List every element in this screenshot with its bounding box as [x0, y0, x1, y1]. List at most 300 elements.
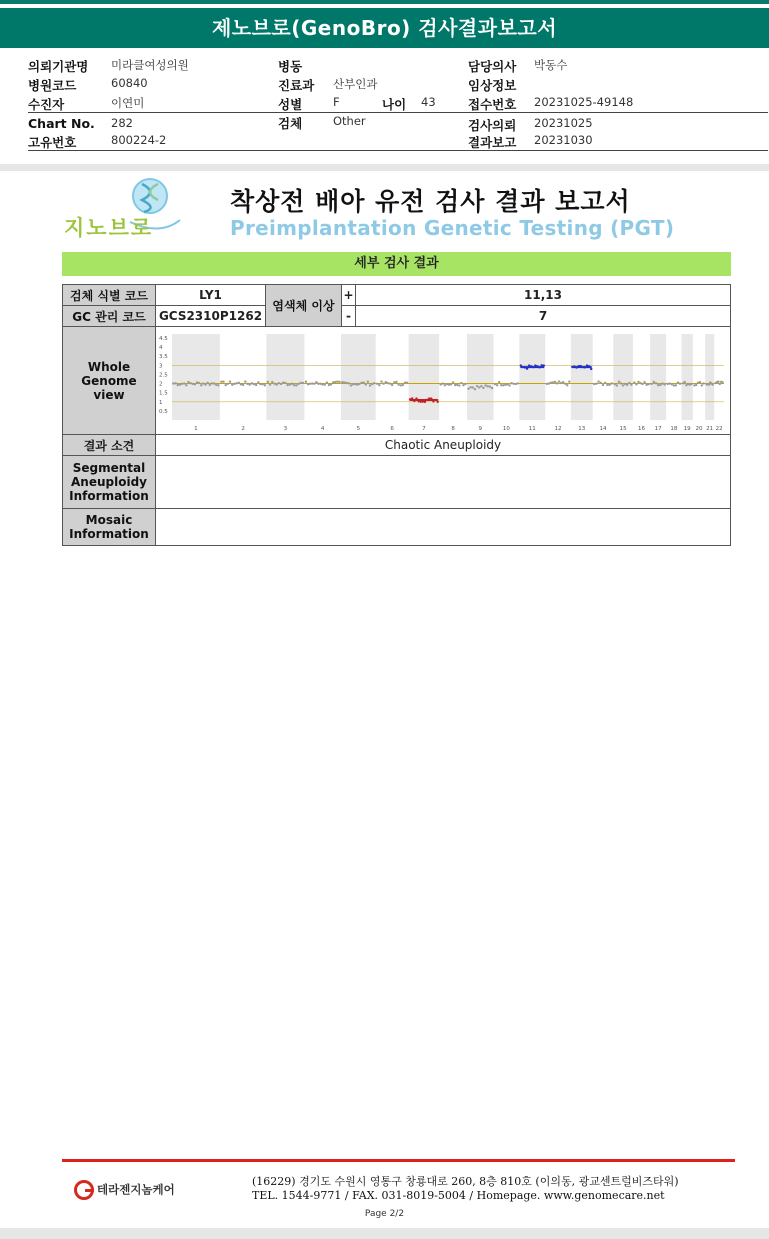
copy-number-point	[683, 380, 685, 382]
chromosome-tick-label: 4	[320, 425, 325, 432]
copy-number-point	[464, 382, 466, 384]
copy-number-point	[360, 381, 362, 383]
hospital-code-label: 병원코드	[28, 78, 77, 93]
copy-number-point	[402, 383, 404, 385]
footer-address-block	[252, 1175, 679, 1203]
logo-wordmark: 지노브로	[64, 216, 154, 240]
loss-value: 7	[356, 306, 731, 327]
segmental-label: Segmental Aneuploidy Information	[63, 456, 156, 509]
loss-sign: -	[342, 306, 356, 327]
patient-label: 수진자	[28, 97, 65, 112]
page-number: Page 2/2	[364, 1209, 405, 1219]
copy-number-point	[255, 383, 257, 385]
genome-chart	[156, 328, 730, 434]
footer-address: (16229) 경기도 수원시 영통구 창룡대로 260, 8층 810호 (이의동, 광교센트럴비즈타워)	[252, 1175, 679, 1188]
copy-number-point	[611, 382, 613, 384]
copy-number-point	[202, 382, 204, 384]
copy-number-point	[679, 382, 681, 384]
results-table	[62, 284, 731, 546]
document-title: 제노브로(GenoBro) 검사결과보고서	[0, 8, 769, 48]
chart-label: Chart No.	[28, 116, 95, 131]
copy-number-point	[560, 381, 562, 383]
copy-number-point	[657, 384, 659, 386]
copy-number-point	[194, 383, 196, 385]
copy-number-point	[213, 382, 215, 384]
copy-number-point	[564, 382, 566, 384]
copy-number-point	[229, 380, 231, 382]
copy-number-point	[373, 382, 375, 384]
copy-number-point	[635, 383, 637, 385]
specimen-label: 검체	[278, 116, 303, 131]
copy-number-point	[626, 383, 628, 385]
copy-number-point	[387, 382, 389, 384]
copy-number-point	[261, 382, 263, 384]
copy-number-point	[487, 385, 489, 387]
copy-number-point	[562, 381, 564, 383]
copy-number-point	[633, 381, 635, 383]
copy-number-point	[235, 382, 237, 384]
gc-code-value: GCS2310P1262	[156, 306, 266, 327]
copy-number-point	[244, 380, 246, 382]
copy-number-point	[659, 383, 661, 385]
copy-number-point	[690, 382, 692, 384]
copy-number-point	[269, 383, 271, 385]
copy-number-point	[371, 382, 373, 384]
copy-number-point	[238, 381, 240, 383]
chromosome-tick-label: 18	[670, 425, 678, 432]
copy-number-point	[399, 384, 401, 386]
copy-number-point	[504, 383, 506, 385]
copy-number-point	[248, 383, 250, 385]
copy-number-point	[211, 382, 213, 384]
copy-number-point	[460, 381, 462, 383]
copy-number-point	[593, 382, 595, 384]
copy-number-point	[291, 382, 293, 384]
copy-number-point	[675, 384, 677, 386]
copy-number-point	[391, 383, 393, 385]
copy-number-point	[568, 380, 570, 382]
copy-number-point	[227, 382, 229, 384]
copy-number-point	[717, 380, 719, 382]
sex-label: 성별	[278, 97, 303, 112]
copy-number-point	[404, 381, 406, 383]
copy-number-point	[496, 384, 498, 386]
info-divider	[28, 150, 768, 151]
copy-number-point	[240, 383, 242, 385]
mosaic-label: Mosaic Information	[63, 509, 156, 546]
genome-view-label: Whole Genome view	[63, 327, 156, 435]
copy-number-point	[622, 384, 624, 386]
copy-number-point	[217, 384, 219, 386]
segmental-value	[156, 456, 731, 509]
copy-number-point	[491, 386, 493, 388]
copy-number-point	[393, 381, 395, 383]
copy-number-point	[424, 400, 426, 402]
copy-number-point	[200, 384, 202, 386]
copy-number-point	[637, 380, 639, 382]
copy-number-point	[500, 384, 502, 386]
mosaic-value	[156, 509, 731, 546]
copy-number-point	[630, 383, 632, 385]
copy-number-point	[550, 381, 552, 383]
genome-plot	[156, 328, 730, 434]
copy-number-point	[233, 382, 235, 384]
copy-number-point	[385, 380, 387, 382]
chromosome-tick-label: 19	[683, 425, 691, 432]
copy-number-point	[677, 381, 679, 383]
copy-number-point	[489, 385, 491, 387]
copy-number-point	[365, 383, 367, 385]
copy-number-point	[628, 381, 630, 383]
age-value: 43	[421, 95, 436, 109]
chromosome-band	[705, 334, 714, 420]
copy-number-point	[259, 382, 261, 384]
footer-contact: TEL. 1544-9771 / FAX. 031-8019-5004 / Homepage. www.genomecare.net	[252, 1189, 665, 1202]
copy-number-point	[554, 380, 556, 382]
receipt-label: 접수번호	[468, 97, 517, 112]
copy-number-point	[653, 380, 655, 382]
copy-number-point	[444, 384, 446, 386]
copy-number-point	[419, 400, 421, 402]
copy-number-point	[282, 381, 284, 383]
chromosome-tick-label: 12	[554, 425, 562, 432]
copy-number-point	[450, 383, 452, 385]
copy-number-point	[369, 384, 371, 386]
chromosome-tick-label: 6	[390, 425, 394, 432]
specimen-code-label: 검체 식별 코드	[63, 285, 156, 306]
copy-number-point	[313, 382, 315, 384]
chromosome-tick-label: 11	[528, 425, 536, 432]
sex-value: F	[333, 95, 340, 109]
chromosome-band	[409, 334, 440, 420]
copy-number-point	[620, 382, 622, 384]
doctor-value: 박동수	[534, 58, 568, 72]
report-date-label: 결과보고	[468, 135, 517, 150]
copy-number-point	[647, 382, 649, 384]
copy-number-point	[302, 381, 304, 383]
copy-number-point	[311, 382, 313, 384]
request-value: 20231025	[534, 116, 593, 130]
copy-number-point	[362, 381, 364, 383]
copy-number-point	[711, 383, 713, 385]
dept-value: 산부인과	[333, 77, 378, 91]
doctor-label: 담당의사	[468, 59, 517, 74]
copy-number-point	[548, 382, 550, 384]
copy-number-point	[222, 380, 224, 382]
report-title: 착상전 배아 유전 검사 결과 보고서	[230, 187, 631, 216]
copy-number-point	[458, 384, 460, 386]
copy-number-point	[671, 383, 673, 385]
clinical-label: 임상정보	[468, 78, 517, 93]
copy-number-point	[472, 386, 474, 388]
copy-number-point	[367, 380, 369, 382]
copy-number-point	[273, 382, 275, 384]
age-label: 나이	[382, 97, 407, 112]
copy-number-point	[395, 380, 397, 382]
chart-value: 282	[111, 116, 133, 130]
copy-number-point	[389, 382, 391, 384]
chromosome-tick-label: 7	[422, 425, 426, 432]
copy-number-point	[225, 383, 227, 385]
copy-number-point	[469, 386, 471, 388]
gain-value: 11,13	[356, 285, 731, 306]
chromosome-tick-label: 13	[578, 425, 586, 432]
copy-number-point	[380, 380, 382, 382]
chromosome-tick-label: 2	[241, 425, 245, 432]
copy-number-point	[556, 382, 558, 384]
specimen-value: Other	[333, 114, 366, 128]
chromosome-tick-label: 16	[638, 425, 646, 432]
chromosome-tick-label: 9	[478, 425, 483, 432]
copy-number-point	[515, 382, 517, 384]
chromosome-band	[613, 334, 633, 420]
chromosome-tick-label: 15	[619, 425, 627, 432]
chromosome-band	[571, 334, 593, 420]
copy-number-point	[326, 381, 328, 383]
copy-number-point	[348, 382, 350, 384]
copy-number-point	[643, 381, 645, 383]
copy-number-point	[289, 383, 291, 385]
copy-number-point	[641, 382, 643, 384]
copy-number-point	[546, 382, 548, 384]
copy-number-point	[382, 382, 384, 384]
copy-number-point	[198, 381, 200, 383]
gc-code-label: GC 관리 코드	[63, 306, 156, 327]
bottom-strip	[0, 1228, 769, 1239]
chromosome-band	[172, 334, 220, 420]
copy-number-point	[215, 383, 217, 385]
chromosome-tick-label: 22	[715, 425, 723, 432]
copy-number-point	[356, 383, 358, 385]
info-divider	[28, 112, 768, 113]
hospital-label: 의뢰기관명	[28, 59, 89, 74]
copy-number-point	[253, 383, 255, 385]
request-label: 검사의뢰	[468, 118, 517, 133]
genome-view-cell	[156, 327, 731, 435]
copy-number-point	[702, 382, 704, 384]
copy-number-point	[251, 382, 253, 384]
copy-number-point	[484, 384, 486, 386]
y-tick-label: 1.5	[159, 390, 168, 397]
copy-number-point	[305, 380, 307, 382]
chromosome-tick-label: 21	[706, 425, 714, 432]
copy-number-point	[307, 383, 309, 385]
copy-number-point	[467, 387, 469, 389]
unique-value: 800224-2	[111, 133, 167, 147]
chromosome-tick-label: 5	[356, 425, 361, 432]
copy-number-point	[606, 383, 608, 385]
copy-number-point	[300, 381, 302, 383]
copy-number-point	[439, 383, 441, 385]
copy-number-point	[187, 380, 189, 382]
copy-number-point	[196, 381, 198, 383]
copy-number-point	[502, 384, 504, 386]
section-title: 세부 검사 결과	[62, 252, 731, 276]
y-tick-label: 3	[159, 362, 163, 369]
copy-number-point	[456, 383, 458, 385]
finding-label: 결과 소견	[63, 435, 156, 456]
chromosome-tick-label: 1	[194, 425, 198, 432]
copy-number-point	[220, 380, 222, 382]
copy-number-point	[358, 382, 360, 384]
copy-number-point	[639, 381, 641, 383]
chromosome-tick-label: 17	[654, 425, 662, 432]
copy-number-point	[336, 380, 338, 382]
copy-number-point	[595, 382, 597, 384]
copy-number-point	[324, 383, 326, 385]
copy-number-point	[321, 383, 323, 385]
copy-number-point	[271, 380, 273, 382]
copy-number-point	[650, 382, 652, 384]
finding-value: Chaotic Aneuploidy	[156, 435, 731, 456]
copy-number-point	[616, 384, 618, 386]
copy-number-point	[506, 383, 508, 385]
copy-number-point	[669, 382, 671, 384]
copy-number-point	[508, 384, 510, 386]
hospital-row	[28, 57, 88, 75]
ward-label: 병동	[278, 59, 303, 74]
copy-number-point	[343, 381, 345, 383]
patient-value: 이연미	[111, 96, 145, 110]
copy-number-point	[480, 385, 482, 387]
copy-number-point	[231, 383, 233, 385]
copy-number-point	[482, 386, 484, 388]
copy-number-point	[328, 383, 330, 385]
copy-number-point	[454, 383, 456, 385]
copy-number-point	[708, 383, 710, 385]
y-tick-label: 0.5	[159, 408, 168, 415]
chromosome-tick-label: 20	[695, 425, 703, 432]
copy-number-point	[597, 380, 599, 382]
copy-number-point	[315, 380, 317, 382]
y-tick-label: 2.5	[159, 371, 168, 378]
copy-number-point	[284, 381, 286, 383]
copy-number-point	[510, 381, 512, 383]
chromosome-band	[519, 334, 545, 420]
copy-number-point	[309, 382, 311, 384]
copy-number-point	[661, 382, 663, 384]
copy-number-point	[179, 383, 181, 385]
copy-number-point	[183, 382, 185, 384]
footer-divider	[62, 1159, 735, 1162]
copy-number-point	[498, 380, 500, 382]
copy-number-point	[540, 364, 542, 366]
copy-number-point	[566, 384, 568, 386]
copy-number-point	[297, 382, 299, 384]
copy-number-point	[350, 384, 352, 386]
copy-number-point	[476, 384, 478, 386]
y-tick-label: 2	[159, 381, 163, 388]
hospital-value: 미라클여성의원	[111, 58, 189, 72]
copy-number-point	[242, 383, 244, 385]
copy-number-point	[442, 382, 444, 384]
y-tick-label: 4	[159, 344, 163, 351]
copy-number-point	[206, 381, 208, 383]
copy-number-point	[666, 382, 668, 384]
chromosome-band	[467, 334, 494, 420]
copy-number-point	[345, 381, 347, 383]
copy-number-point	[512, 382, 514, 384]
chromosome-band	[266, 334, 304, 420]
copy-number-point	[663, 383, 665, 385]
copy-number-point	[378, 384, 380, 386]
copy-number-point	[204, 383, 206, 385]
copy-number-point	[614, 383, 616, 385]
copy-number-point	[192, 382, 194, 384]
copy-number-point	[608, 383, 610, 385]
copy-number-point	[701, 384, 703, 386]
chromosome-band	[341, 334, 376, 420]
copy-number-point	[600, 381, 602, 383]
copy-number-point	[354, 382, 356, 384]
copy-number-point	[338, 380, 340, 382]
copy-number-point	[278, 381, 280, 383]
copy-number-point	[602, 383, 604, 385]
top-accent-line	[0, 0, 769, 4]
copy-number-point	[474, 387, 476, 389]
copy-number-point	[406, 381, 408, 383]
y-tick-label: 4.5	[159, 335, 168, 342]
copy-number-point	[604, 381, 606, 383]
company-name: 테라젠지놈케어	[97, 1182, 175, 1197]
copy-number-point	[517, 382, 519, 384]
copy-number-point	[448, 383, 450, 385]
copy-number-point	[721, 381, 723, 383]
copy-number-point	[655, 382, 657, 384]
specimen-code-value: LY1	[156, 285, 266, 306]
copy-number-point	[246, 382, 248, 384]
copy-number-point	[558, 380, 560, 382]
chromosome-band	[650, 334, 666, 420]
copy-number-point	[618, 380, 620, 382]
copy-number-point	[552, 381, 554, 383]
receipt-value: 20231025-49148	[534, 95, 634, 109]
copy-number-point	[280, 382, 282, 384]
copy-number-point	[376, 382, 378, 384]
copy-number-point	[397, 383, 399, 385]
copy-number-point	[341, 380, 343, 382]
section-separator	[0, 164, 769, 171]
chromosome-tick-label: 3	[283, 425, 288, 432]
copy-number-point	[695, 383, 697, 385]
report-subtitle: Preimplantation Genetic Testing (PGT)	[230, 216, 675, 240]
hospital-code-value: 60840	[111, 76, 148, 90]
copy-number-point	[185, 384, 187, 386]
genobro-logo	[64, 174, 184, 240]
chromosome-band	[682, 334, 693, 420]
copy-number-point	[293, 383, 295, 385]
chromosome-tick-label: 14	[599, 425, 607, 432]
copy-number-point	[295, 384, 297, 386]
y-tick-label: 1	[159, 399, 163, 406]
company-logo	[74, 1180, 175, 1200]
copy-number-point	[286, 383, 288, 385]
copy-number-point	[181, 382, 183, 384]
copy-number-point	[699, 380, 701, 382]
copy-number-point	[719, 382, 721, 384]
copy-number-point	[275, 383, 277, 385]
copy-number-point	[452, 381, 454, 383]
copy-number-point	[673, 384, 675, 386]
copy-number-point	[189, 381, 191, 383]
copy-number-point	[624, 382, 626, 384]
chromosome-tick-label: 8	[451, 425, 455, 432]
dept-label: 진료과	[278, 78, 315, 93]
copy-number-point	[352, 383, 354, 385]
copy-number-point	[267, 380, 269, 382]
copy-number-point	[174, 382, 176, 384]
copy-number-point	[494, 382, 496, 384]
